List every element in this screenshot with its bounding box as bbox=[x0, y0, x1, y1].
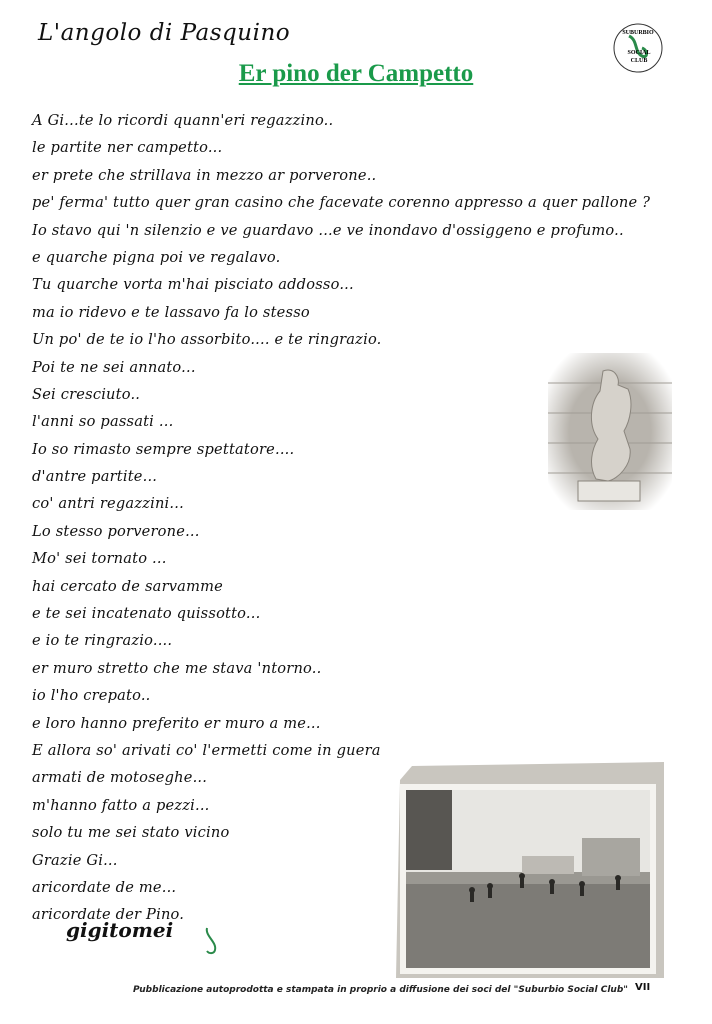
poem-line: le partite ner campetto... bbox=[32, 139, 223, 157]
poem-line: E allora so' arivati co' l'ermetti come in guera bbox=[32, 741, 381, 759]
poem-line: A Gi...te lo ricordi quann'eri regazzino.. bbox=[32, 112, 334, 129]
poem-line: l'anni so passati ... bbox=[32, 413, 174, 431]
signature: gigitomei bbox=[66, 918, 174, 942]
poem-line: er muro stretto che me stava 'ntorno.. bbox=[32, 659, 322, 677]
poem-line: Mo' sei tornato ... bbox=[32, 550, 167, 568]
poem-line: Io stavo qui 'n silenzio e ve guardavo ...e ve inondavo d'ossiggeno e profumo.. bbox=[32, 221, 624, 239]
poem-line: er prete che strillava in mezzo ar porverone.. bbox=[32, 166, 377, 184]
statue-photo bbox=[548, 353, 672, 510]
column-title: L'angolo di Pasquino bbox=[38, 20, 291, 46]
poem-line: pe' ferma' tutto quer gran casino che facevate corenno appresso a quer pallone ? bbox=[32, 194, 651, 212]
page-number: VII bbox=[635, 982, 651, 993]
signature-mark bbox=[203, 924, 221, 956]
poem-line: io l'ho crepato.. bbox=[32, 687, 151, 705]
poem-line: Lo stesso porverone... bbox=[32, 522, 200, 540]
logo-text-1: SUBURBIO bbox=[622, 30, 654, 36]
poem-line: hai cercato de sarvamme bbox=[32, 577, 223, 595]
poem-line: Grazie Gi... bbox=[32, 851, 118, 869]
logo-text-3: CLUB bbox=[630, 58, 648, 64]
poem-line: co' antri regazzini... bbox=[32, 495, 184, 513]
poem-line: Io so rimasto sempre spettatore.... bbox=[32, 440, 295, 458]
football-field-photo bbox=[392, 760, 664, 978]
poem-line: solo tu me sei stato vicino bbox=[32, 824, 230, 842]
poem-line: Tu quarche vorta m'hai pisciato addosso... bbox=[32, 276, 354, 294]
poem-line: m'hanno fatto a pezzi... bbox=[32, 796, 210, 814]
footer-note: Pubblicazione autoprodotta e stampata in proprio a diffusione dei soci del "Suburbio Social Club" bbox=[133, 985, 628, 995]
poem-title: Er pino der Campetto bbox=[238, 60, 474, 87]
poem-line: e te sei incatenato quissotto... bbox=[32, 605, 261, 623]
poem-line: Un po' de te io l'ho assorbito.... e te ringrazio. bbox=[32, 331, 382, 349]
poem-line: aricordate de me... bbox=[32, 878, 177, 896]
poem-line: ma io ridevo e te lassavo fa lo stesso bbox=[32, 303, 310, 321]
poem-line: e io te ringrazio.... bbox=[32, 632, 173, 650]
poem-line: Poi te ne sei annato... bbox=[32, 358, 196, 376]
poem-line: Sei cresciuto.. bbox=[32, 385, 141, 403]
poem-line: e loro hanno preferito er muro a me... bbox=[32, 714, 321, 732]
poem-line: d'antre partite... bbox=[32, 468, 158, 486]
poem-line: aricordate der Pino. bbox=[32, 906, 185, 924]
poem-line: e quarche pigna poi ve regalavo. bbox=[32, 248, 281, 266]
poem-line: armati de motoseghe... bbox=[32, 769, 208, 787]
logo-text-2: SOCIAL bbox=[627, 50, 651, 56]
